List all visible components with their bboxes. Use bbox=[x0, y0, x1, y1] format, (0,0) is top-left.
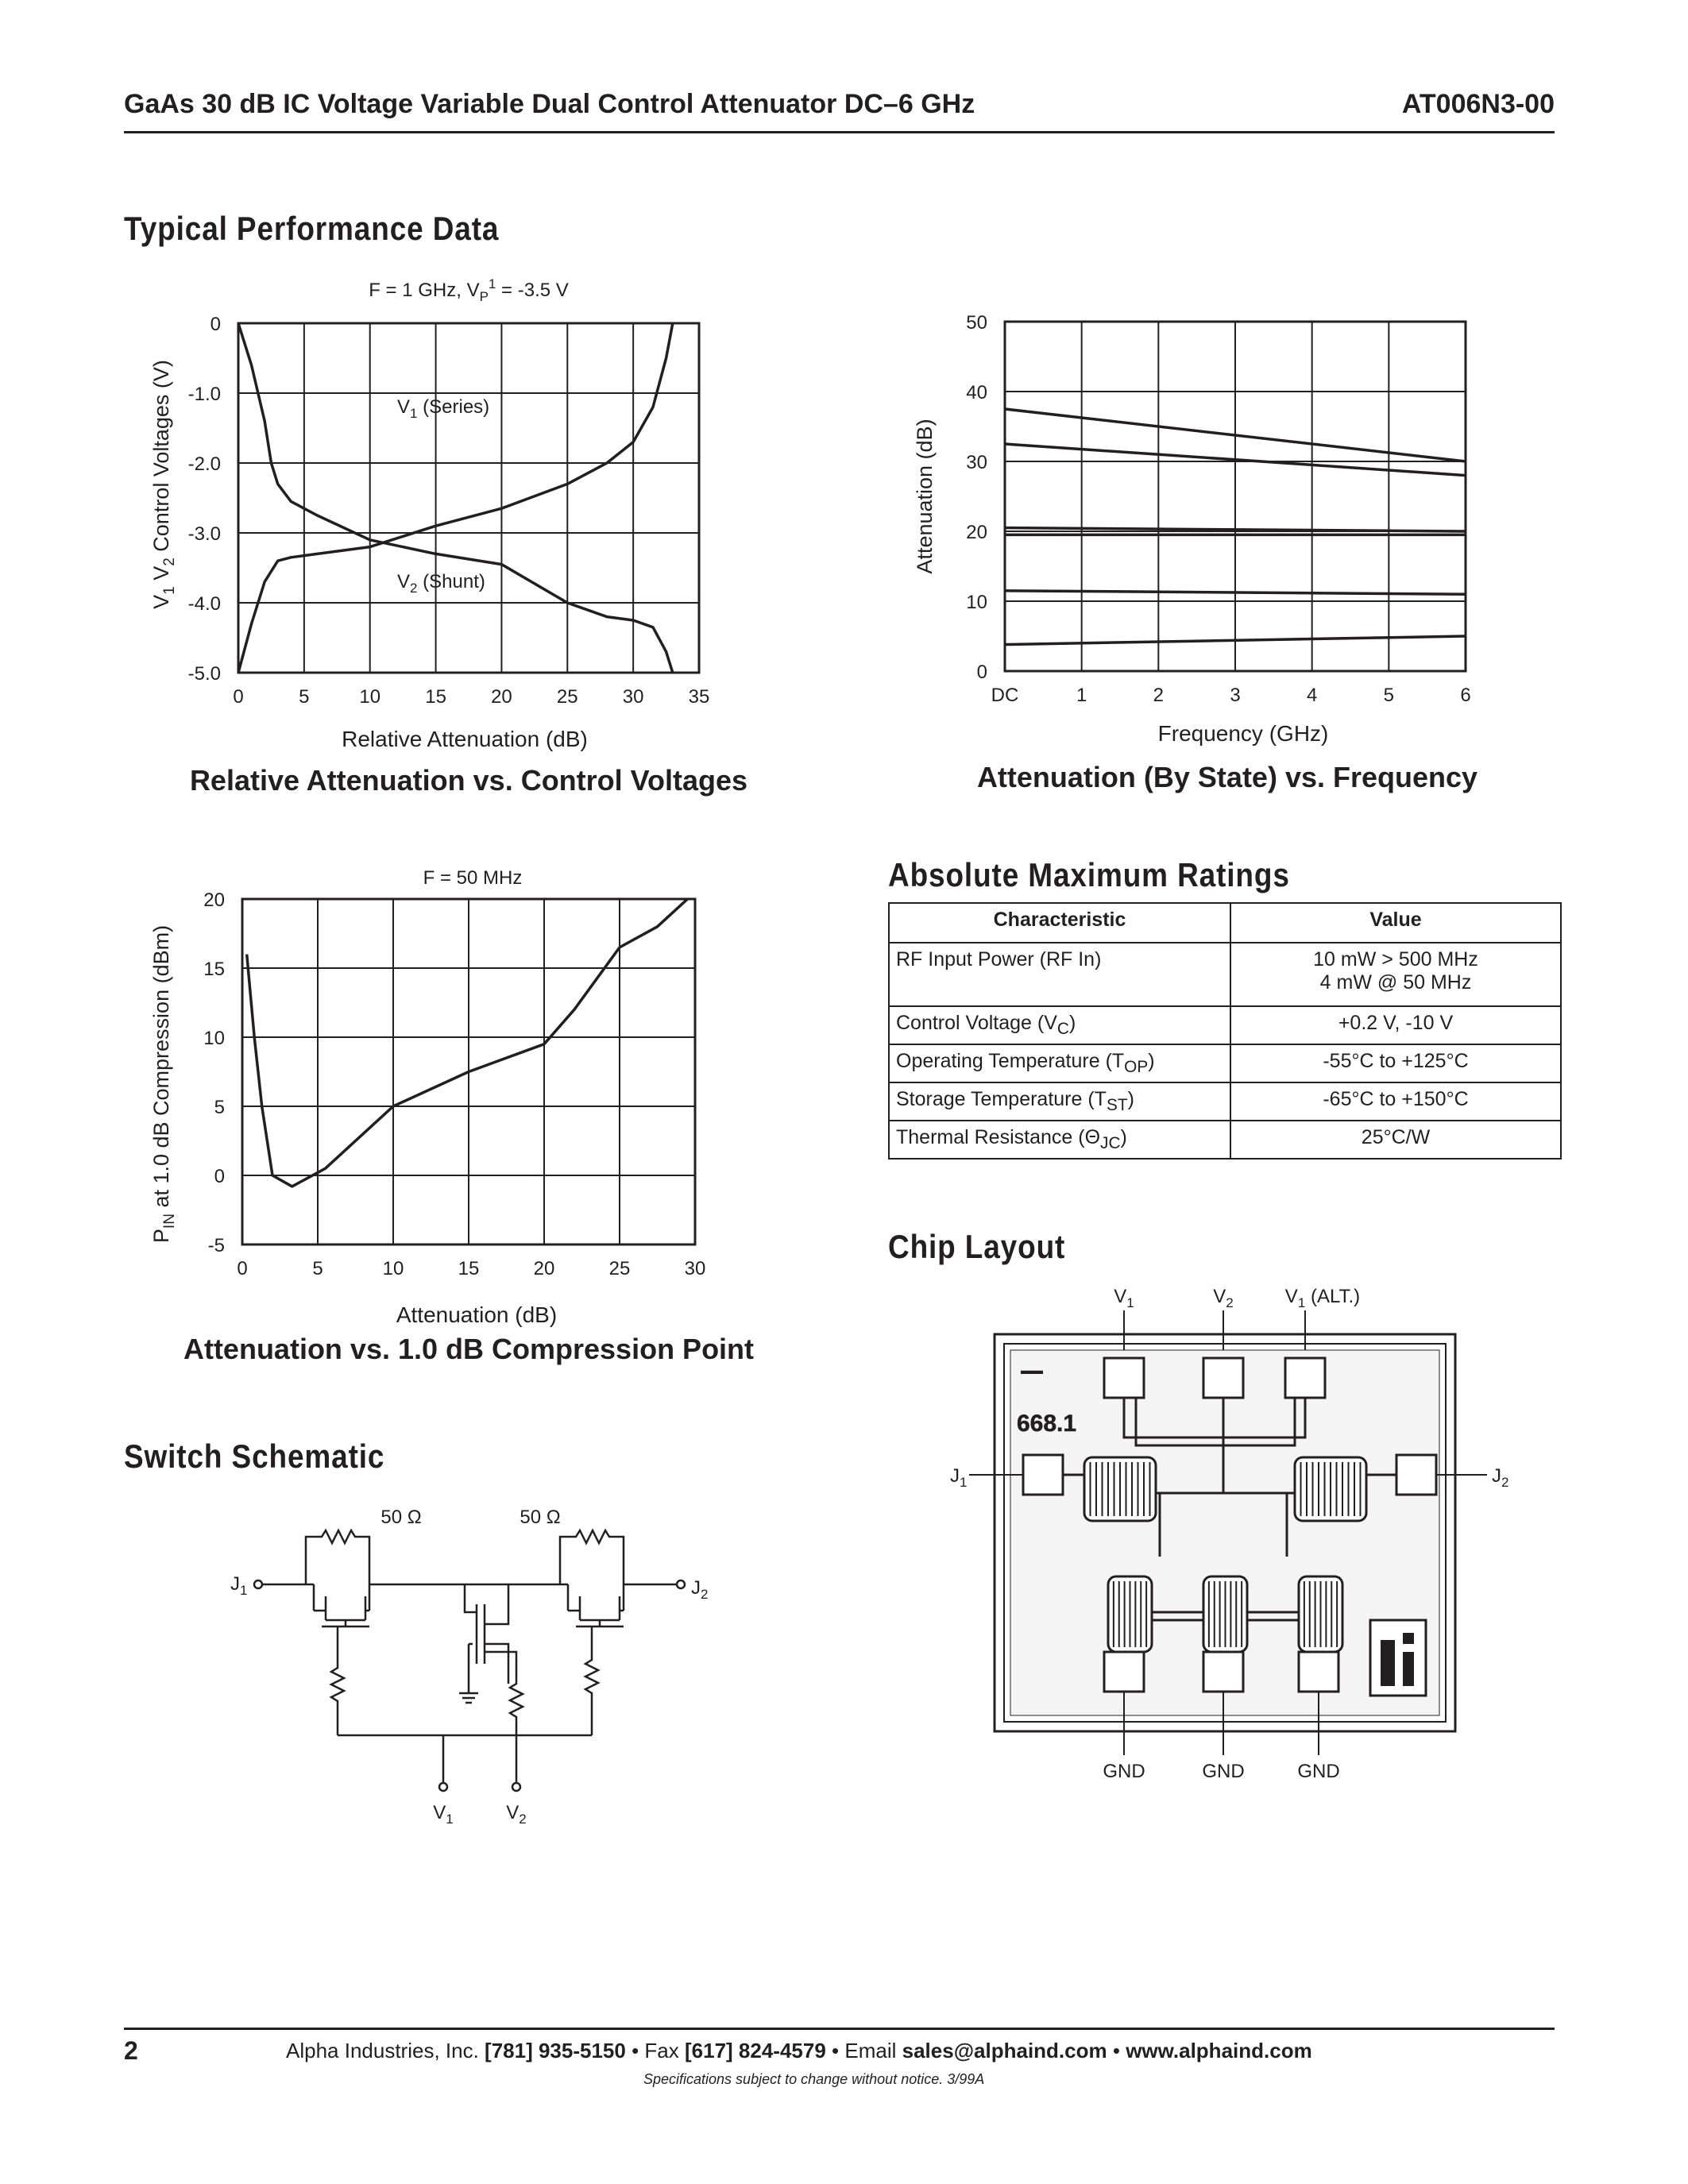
characteristic-text: Storage Temperature (T bbox=[896, 1088, 1107, 1110]
pad-label-v1: $V_1$ bbox=[1114, 1286, 1134, 1310]
y-tick-label: 30 bbox=[966, 452, 987, 473]
y-tick-label: 20 bbox=[966, 522, 987, 543]
chart1-xlabel: Relative Attenuation (dB) bbox=[342, 727, 588, 751]
section-title-schematic: Switch Schematic bbox=[124, 1437, 385, 1475]
phone-number: [781] 935-5150 bbox=[485, 2039, 626, 2062]
section-title-chip-layout: Chip Layout bbox=[888, 1228, 1066, 1265]
table-row bbox=[889, 1082, 1561, 1121]
chart2-caption: Attenuation (By State) vs. Frequency bbox=[976, 761, 1478, 793]
chart-attenuation-frequency bbox=[906, 306, 1509, 758]
terminal-j1: $J_1$ bbox=[230, 1573, 248, 1598]
cell-characteristic bbox=[889, 1006, 1230, 1044]
pad-gnd-1 bbox=[1104, 1652, 1144, 1692]
table-row bbox=[889, 1006, 1561, 1044]
x-tick-label: DC bbox=[991, 685, 1019, 706]
cell-value: -55°C to +125°C bbox=[1230, 1044, 1561, 1082]
x-tick-label: 0 bbox=[237, 1258, 248, 1279]
fet-shunt-center bbox=[1203, 1576, 1247, 1652]
fax-label: Fax bbox=[644, 2039, 679, 2062]
page-number: 2 bbox=[124, 2036, 138, 2065]
company-logo bbox=[1370, 1620, 1426, 1696]
resistor-label-1: 50 Ω bbox=[380, 1507, 422, 1528]
characteristic-tail: ) bbox=[1068, 1012, 1076, 1034]
y-tick-label: -3.0 bbox=[187, 523, 221, 545]
footer-rule bbox=[124, 2028, 1555, 2030]
die-marking: 668.1 bbox=[1017, 1410, 1077, 1437]
header-value: Value bbox=[1230, 903, 1561, 943]
chart3-title: F = 50 MHz bbox=[423, 867, 523, 889]
characteristic-subscript: ST bbox=[1106, 1096, 1128, 1114]
fet-shunt-right bbox=[1299, 1576, 1342, 1652]
pad-gnd-2 bbox=[1203, 1652, 1243, 1692]
pad-label-gnd-1: GND bbox=[1103, 1761, 1145, 1782]
pad-gnd-3 bbox=[1299, 1652, 1338, 1692]
value-text-2: 4 mW @ 50 MHz bbox=[1319, 971, 1472, 994]
chart1-title: F = 1 GHz, $V_P^1 = -3.5$ V bbox=[369, 276, 569, 304]
header-rule bbox=[124, 131, 1555, 133]
x-tick-label: 2 bbox=[1153, 685, 1165, 706]
table-row bbox=[889, 1121, 1561, 1159]
chip-layout-diagram bbox=[921, 1279, 1541, 1803]
chart2-ylabel: Attenuation (dB) bbox=[913, 419, 937, 574]
cell-value: 25°C/W bbox=[1230, 1121, 1561, 1159]
section-title-performance: Typical Performance Data bbox=[124, 210, 500, 247]
y-tick-label: 5 bbox=[214, 1097, 225, 1118]
characteristic-tail: ) bbox=[1148, 1050, 1155, 1072]
pad-v1-alt bbox=[1285, 1358, 1325, 1398]
x-tick-label: 20 bbox=[533, 1258, 555, 1279]
cell-value: -65°C to +150°C bbox=[1230, 1082, 1561, 1121]
y-tick-label: 20 bbox=[203, 889, 225, 911]
series-line-5 bbox=[1005, 591, 1466, 594]
email-link[interactable]: sales@alphaind.com bbox=[902, 2039, 1107, 2062]
y-tick-label: -5 bbox=[207, 1235, 225, 1256]
pad-v2 bbox=[1203, 1358, 1243, 1398]
terminal-v1: $V_1$ bbox=[433, 1802, 454, 1827]
die-mark-small: ▬▬ bbox=[1021, 1364, 1043, 1376]
characteristic-text: Control Voltage (V bbox=[896, 1012, 1057, 1034]
value-text: 10 mW > 500 MHz bbox=[1313, 948, 1478, 970]
x-tick-label: 0 bbox=[233, 686, 244, 708]
pad-label-v1-alt: $V_1$ (ALT.) bbox=[1284, 1286, 1361, 1310]
characteristic-text: Operating Temperature (T bbox=[896, 1050, 1125, 1072]
terminal-v2: $V_2$ bbox=[506, 1802, 527, 1827]
x-tick-label: 35 bbox=[688, 686, 710, 708]
y-tick-label: -1.0 bbox=[187, 384, 221, 405]
cell-value bbox=[1230, 943, 1561, 1006]
x-tick-label: 30 bbox=[684, 1258, 706, 1279]
y-tick-label: 0 bbox=[210, 314, 221, 335]
section-title-ratings: Absolute Maximum Ratings bbox=[888, 856, 1290, 893]
x-tick-label: 5 bbox=[299, 686, 310, 708]
y-tick-label: 50 bbox=[966, 312, 987, 334]
cell-characteristic bbox=[889, 943, 1230, 1006]
characteristic-subscript: JC bbox=[1100, 1134, 1121, 1152]
v2-shunt-label: $V_2$ (Shunt) bbox=[397, 571, 485, 596]
company-name: Alpha Industries, Inc. bbox=[286, 2039, 479, 2062]
document-title: GaAs 30 dB IC Voltage Variable Dual Control Attenuator DC–6 GHz bbox=[124, 89, 975, 119]
x-tick-label: 3 bbox=[1230, 685, 1241, 706]
chart1-ylabel: $V_1$ $V_2$ Control Voltages (V) bbox=[149, 360, 178, 609]
chart3-xlabel: Attenuation (dB) bbox=[396, 1302, 558, 1327]
chart-relative-attenuation bbox=[135, 274, 723, 766]
email-label: Email bbox=[844, 2039, 897, 2062]
part-number: AT006N3-00 bbox=[1401, 89, 1555, 119]
cell-characteristic bbox=[889, 1121, 1230, 1159]
cell-characteristic bbox=[889, 1044, 1230, 1082]
pad-j2 bbox=[1396, 1455, 1436, 1495]
table-header-row bbox=[889, 903, 1561, 943]
x-tick-label: 25 bbox=[556, 686, 578, 708]
pad-v1 bbox=[1104, 1358, 1144, 1398]
resistor-label-2: 50 Ω bbox=[520, 1507, 561, 1528]
table-row bbox=[889, 1044, 1561, 1082]
chart2-xlabel: Frequency (GHz) bbox=[1157, 721, 1329, 746]
chart3-ylabel: $P_{IN}$ at 1.0 dB Compression (dBm) bbox=[149, 924, 178, 1244]
characteristic-tail: ) bbox=[1127, 1088, 1134, 1110]
y-tick-label: 40 bbox=[966, 382, 987, 403]
y-tick-label: 10 bbox=[966, 592, 987, 613]
x-tick-label: 5 bbox=[1383, 685, 1395, 706]
y-tick-label: 15 bbox=[203, 959, 225, 980]
chart3-caption: Attenuation vs. 1.0 dB Compression Point bbox=[183, 1333, 755, 1365]
y-tick-label: 0 bbox=[214, 1166, 225, 1187]
pad-label-gnd-2: GND bbox=[1202, 1761, 1245, 1782]
x-tick-label: 25 bbox=[608, 1258, 631, 1279]
y-tick-label: -2.0 bbox=[187, 453, 221, 475]
fet-series-left bbox=[1084, 1457, 1156, 1521]
pad-label-gnd-3: GND bbox=[1297, 1761, 1340, 1782]
x-tick-label: 20 bbox=[491, 686, 512, 708]
x-tick-label: 15 bbox=[458, 1258, 480, 1279]
fax-number: [617] 824-4579 bbox=[685, 2039, 826, 2062]
y-tick-label: 10 bbox=[203, 1028, 225, 1049]
terminal-j2: $J_2$ bbox=[691, 1577, 709, 1602]
y-tick-label: 0 bbox=[976, 662, 987, 683]
characteristic-subscript: C bbox=[1056, 1020, 1069, 1038]
series-line-1 bbox=[247, 899, 688, 1187]
header-characteristic: Characteristic bbox=[889, 903, 1230, 943]
x-tick-label: 6 bbox=[1460, 685, 1471, 706]
fet-series-right bbox=[1295, 1457, 1366, 1521]
chart1-caption: Relative Attenuation vs. Control Voltages bbox=[189, 764, 748, 797]
y-tick-label: -4.0 bbox=[187, 593, 221, 615]
v1-series-label: $V_1$ (Series) bbox=[397, 396, 490, 421]
pad-label-j2: $J_2$ bbox=[1492, 1465, 1509, 1490]
fet-shunt-left bbox=[1108, 1576, 1152, 1652]
characteristic-subscript: OP bbox=[1124, 1058, 1149, 1076]
table-row bbox=[889, 943, 1561, 1006]
pad-label-v2: $V_2$ bbox=[1213, 1286, 1234, 1310]
footer-contact: Alpha Industries, Inc. [781] 935-5150 • Fax [617] 824-4579 • Email sales@alphaind.com • www.alphaind.com bbox=[286, 2039, 1312, 2062]
switch-schematic bbox=[207, 1493, 715, 1874]
characteristic-text: RF Input Power (RF In) bbox=[896, 948, 1102, 970]
x-tick-label: 10 bbox=[382, 1258, 404, 1279]
y-tick-label: -5.0 bbox=[187, 663, 221, 685]
x-tick-label: 5 bbox=[312, 1258, 323, 1279]
x-tick-label: 1 bbox=[1076, 685, 1087, 706]
cell-characteristic bbox=[889, 1082, 1230, 1121]
ratings-table bbox=[888, 902, 1562, 1160]
pad-j1 bbox=[1023, 1455, 1063, 1495]
cell-value: +0.2 V, -10 V bbox=[1230, 1006, 1561, 1044]
x-tick-label: 15 bbox=[425, 686, 446, 708]
x-tick-label: 4 bbox=[1306, 685, 1318, 706]
website-link[interactable]: www.alphaind.com bbox=[1126, 2039, 1312, 2062]
characteristic-text: Thermal Resistance (Θ bbox=[896, 1126, 1101, 1148]
footer-note: Specifications subject to change without notice. 3/99A bbox=[643, 2071, 985, 2087]
x-tick-label: 10 bbox=[359, 686, 381, 708]
x-tick-label: 30 bbox=[622, 686, 644, 708]
pad-label-j1: $J_1$ bbox=[950, 1465, 968, 1490]
characteristic-tail: ) bbox=[1120, 1126, 1127, 1148]
chart-compression-point bbox=[135, 854, 723, 1330]
